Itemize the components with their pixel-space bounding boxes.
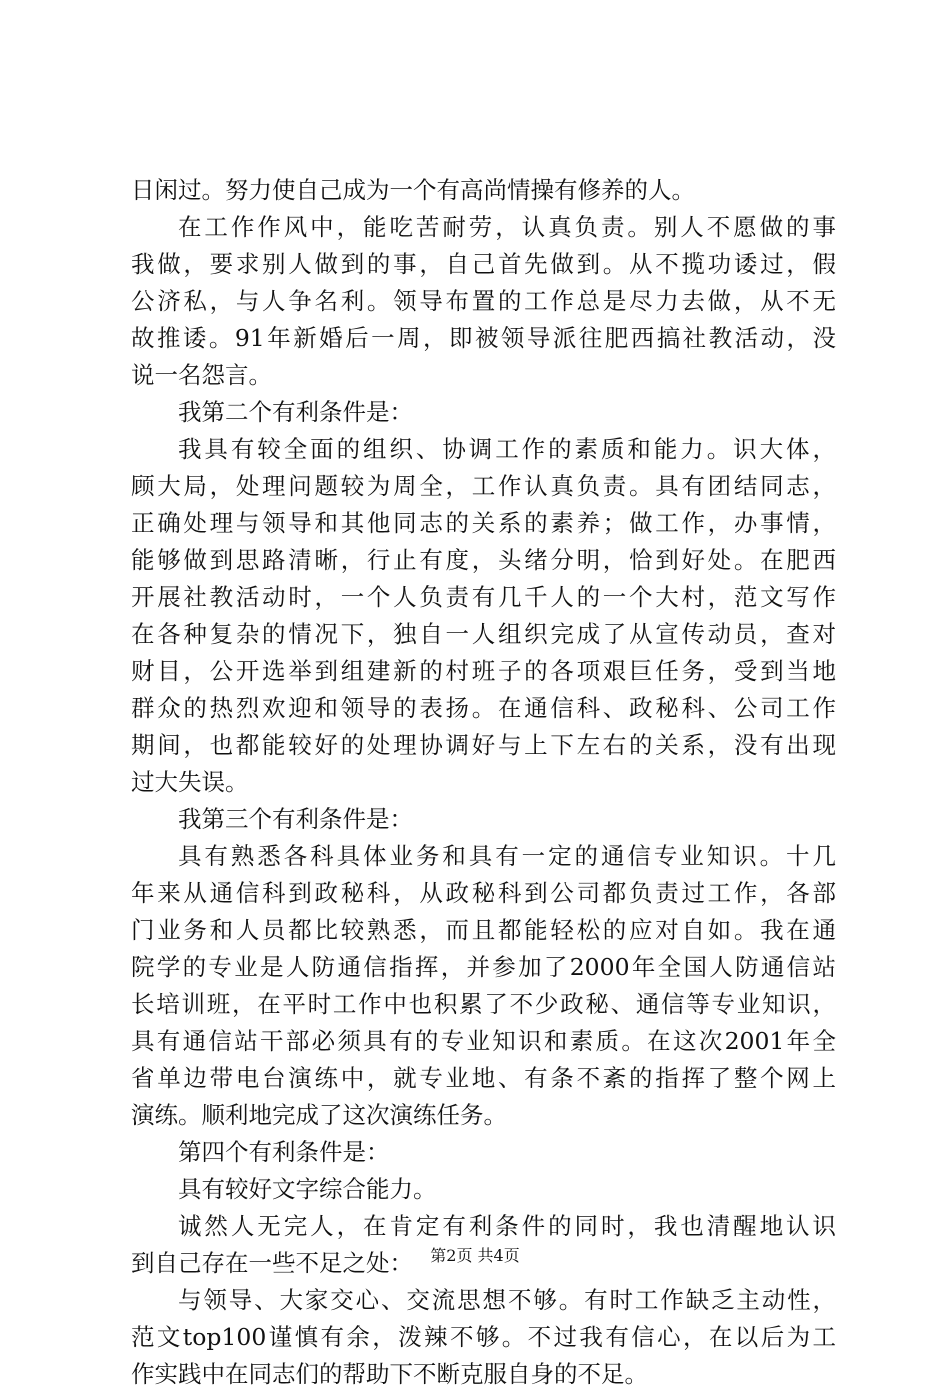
- document-line: 具有通信站干部必须具有的专业知识和素质。在这次2001年全: [131, 1027, 836, 1055]
- document-line: 开展社教活动时，一个人负责有几千人的一个大村，范文写作: [131, 583, 836, 611]
- document-line: 我第三个有利条件是：: [178, 805, 413, 833]
- document-line: 到自己存在一些不足之处：: [131, 1249, 413, 1277]
- document-line: 长培训班，在平时工作中也积累了不少政秘、通信等专业知识，: [131, 990, 836, 1018]
- document-line: 正确处理与领导和其他同志的关系的素养；做工作，办事情，: [131, 509, 836, 537]
- document-line: 具有熟悉各科具体业务和具有一定的通信专业知识。十几: [178, 842, 836, 870]
- document-line: 能够做到思路清晰，行止有度，头绪分明，恰到好处。在肥西: [131, 546, 836, 574]
- document-line: 顾大局，处理问题较为周全，工作认真负责。具有团结同志，: [131, 472, 836, 500]
- document-body: [131, 172, 836, 1393]
- document-line: 演练。顺利地完成了这次演练任务。: [131, 1101, 507, 1129]
- document-line: 院学的专业是人防通信指挥，并参加了2000年全国人防通信站: [131, 953, 836, 981]
- document-line: 我第二个有利条件是：: [178, 398, 413, 426]
- document-line: 群众的热烈欢迎和领导的表扬。在通信科、政秘科、公司工作: [131, 694, 836, 722]
- document-line: 期间，也都能较好的处理协调好与上下左右的关系，没有出现: [131, 731, 836, 759]
- document-line: 门业务和人员都比较熟悉，而且都能轻松的应对自如。我在通: [131, 916, 836, 944]
- document-line: 公济私，与人争名利。领导布置的工作总是尽力去做，从不无: [131, 287, 836, 315]
- document-line: 在工作作风中，能吃苦耐劳，认真负责。别人不愿做的事: [178, 213, 836, 241]
- page-footer: 第2页 共4页: [430, 1246, 520, 1265]
- document-line: 年来从通信科到政秘科，从政秘科到公司都负责过工作，各部: [131, 879, 836, 907]
- document-line: 我做，要求别人做到的事，自己首先做到。从不揽功诿过，假: [131, 250, 836, 278]
- document-line: 说一名怨言。: [131, 361, 272, 389]
- document-line: 财目，公开选举到组建新的村班子的各项艰巨任务，受到当地: [131, 657, 836, 685]
- document-line: 省单边带电台演练中，就专业地、有条不紊的指挥了整个网上: [131, 1064, 836, 1092]
- document-line: 与领导、大家交心、交流思想不够。有时工作缺乏主动性，: [178, 1286, 836, 1314]
- document-line: 第四个有利条件是：: [178, 1138, 390, 1166]
- document-line: 具有较好文字综合能力。: [178, 1175, 437, 1203]
- document-line: 在各种复杂的情况下，独自一人组织完成了从宣传动员，查对: [131, 620, 836, 648]
- document-line: 故推诿。91年新婚后一周，即被领导派往肥西搞社教活动，没: [131, 324, 836, 352]
- document-line: 过大失误。: [131, 768, 249, 796]
- document-line: 范文top100谨慎有余，泼辣不够。不过我有信心，在以后为工: [131, 1323, 836, 1351]
- document-line: 诚然人无完人，在肯定有利条件的同时，我也清醒地认识: [178, 1212, 836, 1240]
- document-line: 作实践中在同志们的帮助下不断克服自身的不足。: [131, 1360, 648, 1388]
- document-line: 日闲过。努力使自己成为一个有高尚情操有修养的人。: [131, 176, 695, 204]
- document-line: 我具有较全面的组织、协调工作的素质和能力。识大体，: [178, 435, 836, 463]
